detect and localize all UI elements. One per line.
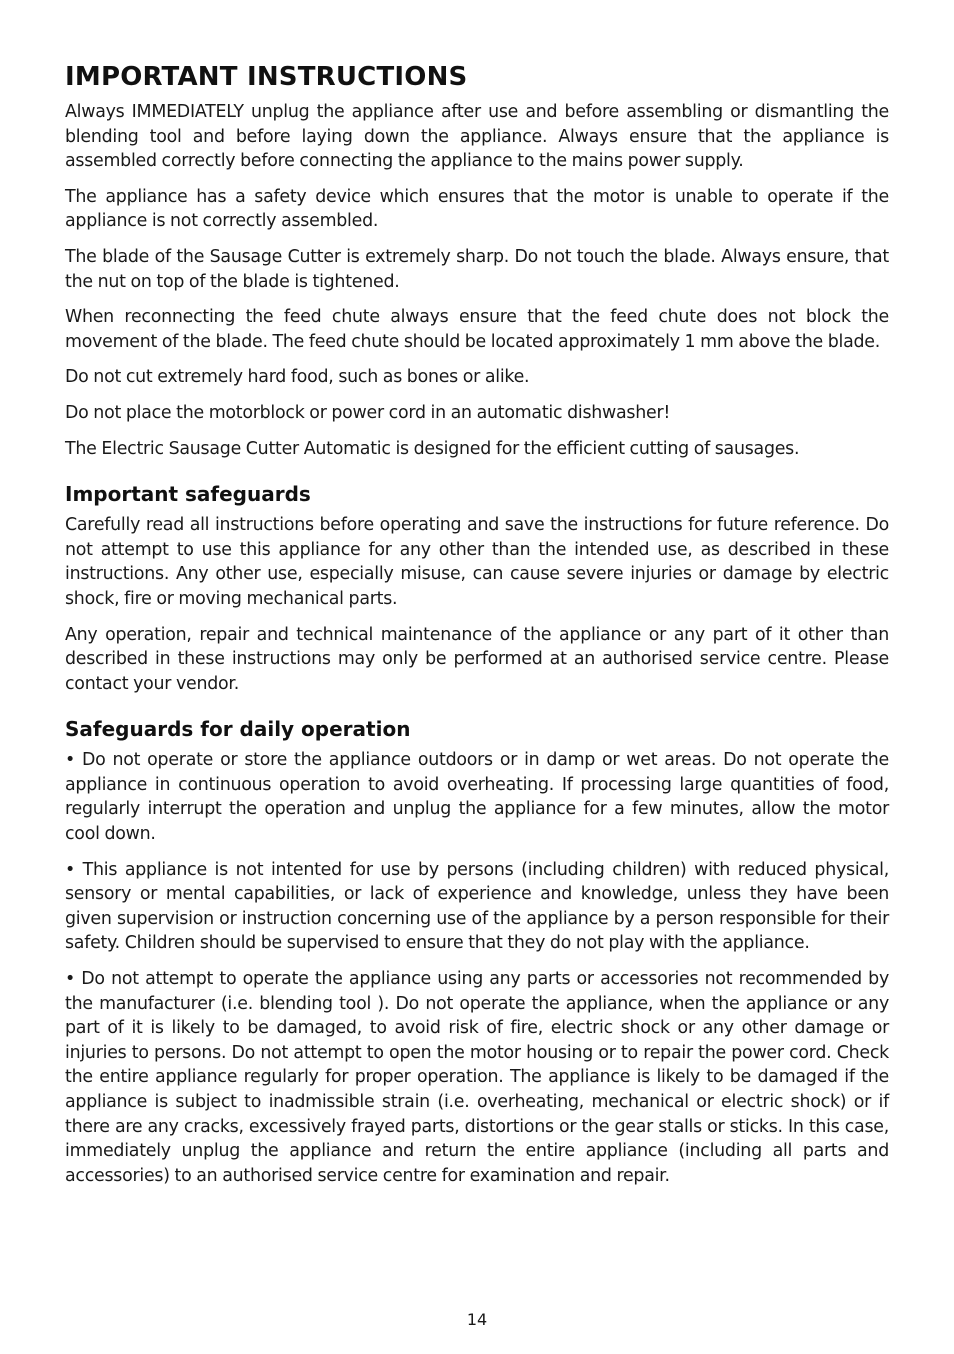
daily-operation-section bbox=[65, 716, 889, 1188]
page-number: 14 bbox=[466, 1310, 488, 1329]
bullet-paragraph: • This appliance is not intented for use by persons (including children) with reduced physical, sensory or mental capabilities, or lack of experience and knowledge, unless they have been given supervision or instruction concerning use of the appliance by a person responsible for their safety. Children should be supervised to ensure that they do not play with the appliance. bbox=[65, 859, 889, 954]
intro-paragraph: The blade of the Sausage Cutter is extremely sharp. Do not touch the blade. Always ensure, that the nut on top of the blade is tightened. bbox=[65, 246, 889, 292]
intro-paragraph: When reconnecting the feed chute always ensure that the feed chute does not block the movement of the blade. The feed chute should be located approximately 1 mm above the blade. bbox=[65, 307, 889, 352]
intro-section bbox=[65, 100, 889, 461]
important-safeguards-section bbox=[65, 481, 889, 696]
intro-paragraph: The appliance has a safety device which ensures that the motor is unable to operate if the appliance is not correctly assembled. bbox=[65, 186, 889, 232]
document-page bbox=[65, 60, 889, 1199]
page-title: IMPORTANT INSTRUCTIONS bbox=[65, 62, 468, 92]
section-heading: Safeguards for daily operation bbox=[65, 717, 411, 742]
bullet-paragraph: • Do not attempt to operate the appliance using any parts or accessories not recommended by the manufacturer (i.e. blending tool ). Do not operate the appliance, when the appliance or any part of it is likely to be damaged, to avoid risk of fire, electric shock or any other damage or injuries to persons. Do not attempt to open the motor housing or to repair the power cord. Check the entire appliance regularly for proper operation. The appliance is likely to be damaged if the appliance is subject to inadmissible strain (i.e. overheating, mechanical or electric shock) or if there are any cracks, excessively frayed parts, distortions or the gear stalls or sticks. In this case, immediately unplug the appliance and return the entire appliance (including all parts and accessories) to an authorised service centre for examination and repair. bbox=[65, 969, 889, 1186]
section-paragraph: Any operation, repair and technical maintenance of the appliance or any part of it other than described in these instructions may only be performed at an authorised service centre. Please contact your vendor. bbox=[65, 624, 889, 694]
intro-paragraph: Do not place the motorblock or power cord in an automatic dishwasher! bbox=[65, 402, 671, 423]
section-heading: Important safeguards bbox=[65, 482, 311, 507]
intro-paragraph: The Electric Sausage Cutter Automatic is designed for the efficient cutting of sausages. bbox=[65, 438, 800, 459]
bullet-paragraph: • Do not operate or store the appliance outdoors or in damp or wet areas. Do not operate the appliance in continuous operation to avoid overheating. If processing large quantities of food, regularly interrupt the operation and unplug the appliance for a few minutes, allow the motor cool down. bbox=[65, 750, 889, 845]
intro-paragraph: Always IMMEDIATELY unplug the appliance after use and before assembling or dismantling the blending tool and before laying down the appliance. Always ensure that the appliance is assembled correctly before connecting the appliance to the mains power supply. bbox=[65, 102, 889, 172]
section-paragraph: Carefully read all instructions before operating and save the instructions for future reference. Do not attempt to use this appliance for any other than the intended use, as described in these instructions. Any other use, especially misuse, can cause severe injuries or damage by electric shock, fire or moving mechanical parts. bbox=[65, 515, 889, 609]
intro-paragraph: Do not cut extremely hard food, such as bones or alike. bbox=[65, 367, 530, 388]
